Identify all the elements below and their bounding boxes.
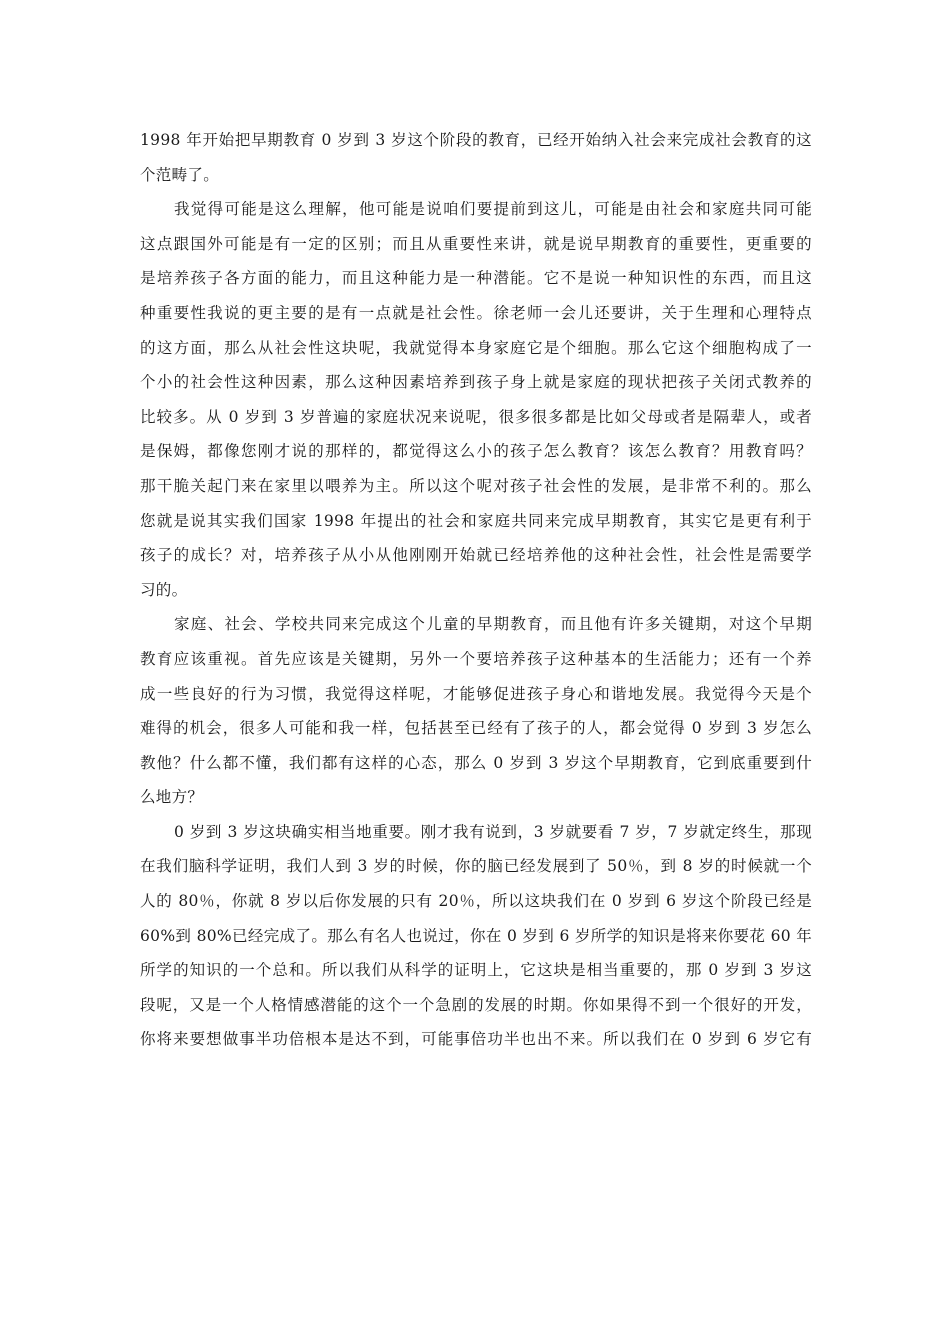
paragraph-2 <box>140 192 812 607</box>
text-line: 人的 80％，你就 8 岁以后你发展的只有 20％，所以这块我们在 0 岁到 6 岁这个阶段已经是 <box>140 892 812 911</box>
document-page <box>140 123 812 1057</box>
text-line: 是保姆，都像您刚才说的那样的，都觉得这么小的孩子怎么教育？该怎么教育？用教育吗？ <box>140 442 812 461</box>
paragraph-3 <box>140 607 812 815</box>
text-line: 教育应该重视。首先应该是关键期，另外一个要培养孩子这种基本的生活能力；还有一个养 <box>140 649 812 668</box>
text-line: 我觉得可能是这么理解，他可能是说咱们要提前到这儿，可能是由社会和家庭共同可能 <box>174 200 812 219</box>
text-line: 的这方面，那么从社会性这块呢，我就觉得本身家庭它是个细胞。那么它这个细胞构成了一 <box>140 338 812 357</box>
text-line: 孩子的成长？对，培养孩子从小从他刚刚开始就已经培养他的这种社会性，社会性是需要学 <box>140 546 812 565</box>
text-line: 你将来要想做事半功倍根本是达不到，可能事倍功半也出不来。所以我们在 0 岁到 6 岁它有 <box>140 1030 812 1049</box>
text-line: 个范畴了。 <box>140 165 220 184</box>
text-line: 个小的社会性这种因素，那么这种因素培养到孩子身上就是家庭的现状把孩子关闭式教养的 <box>140 373 812 392</box>
text-line: 种重要性我说的更主要的是有一点就是社会性。徐老师一会儿还要讲，关于生理和心理特点 <box>140 303 812 322</box>
text-line: 成一些良好的行为习惯，我觉得这样呢，才能够促进孩子身心和谐地发展。我觉得今天是个 <box>140 684 812 703</box>
text-line: 您就是说其实我们国家 1998 年提出的社会和家庭共同来完成早期教育，其实它是更有利于 <box>140 511 812 530</box>
text-line: 所学的知识的一个总和。所以我们从科学的证明上，它这块是相当重要的，那 0 岁到 3 岁这 <box>140 961 812 980</box>
text-line: 比较多。从 0 岁到 3 岁普遍的家庭状况来说呢，很多很多都是比如父母或者是隔辈人，或者 <box>140 407 812 426</box>
paragraph-1 <box>140 123 812 192</box>
text-line: 1998 年开始把早期教育 0 岁到 3 岁这个阶段的教育，已经开始纳入社会来完成社会教育的这 <box>140 131 812 149</box>
text-line: 在我们脑科学证明，我们人到 3 岁的时候，你的脑已经发展到了 50％，到 8 岁的时候就一个 <box>140 857 812 876</box>
text-line: 习的。 <box>140 580 188 599</box>
text-line: 是培养孩子各方面的能力，而且这种能力是一种潜能。它不是说一种知识性的东西，而且这 <box>140 269 812 288</box>
text-line: 60%到 80%已经完成了。那么有名人也说过，你在 0 岁到 6 岁所学的知识是将来你要花 60 年 <box>140 926 812 945</box>
text-line: 0 岁到 3 岁这块确实相当地重要。刚才我有说到，3 岁就要看 7 岁，7 岁就定终生，那现 <box>174 822 812 841</box>
text-line: 教他？什么都不懂，我们都有这样的心态，那么 0 岁到 3 岁这个早期教育，它到底重要到什 <box>140 753 812 772</box>
text-line: 那干脆关起门来在家里以喂养为主。所以这个呢对孩子社会性的发展，是非常不利的。那么 <box>140 476 812 495</box>
text-line: 段呢，又是一个人格情感潜能的这个一个急剧的发展的时期。你如果得不到一个很好的开发， <box>140 995 812 1014</box>
text-line: 这点跟国外可能是有一定的区别；而且从重要性来讲，就是说早期教育的重要性，更重要的 <box>140 234 812 253</box>
text-line: 难得的机会，很多人可能和我一样，包括甚至已经有了孩子的人，都会觉得 0 岁到 3 岁怎么 <box>140 719 812 738</box>
text-line: 家庭、社会、学校共同来完成这个儿童的早期教育，而且他有许多关键期，对这个早期 <box>174 615 812 634</box>
text-line: 么地方？ <box>140 788 204 807</box>
paragraph-4 <box>140 815 812 1057</box>
